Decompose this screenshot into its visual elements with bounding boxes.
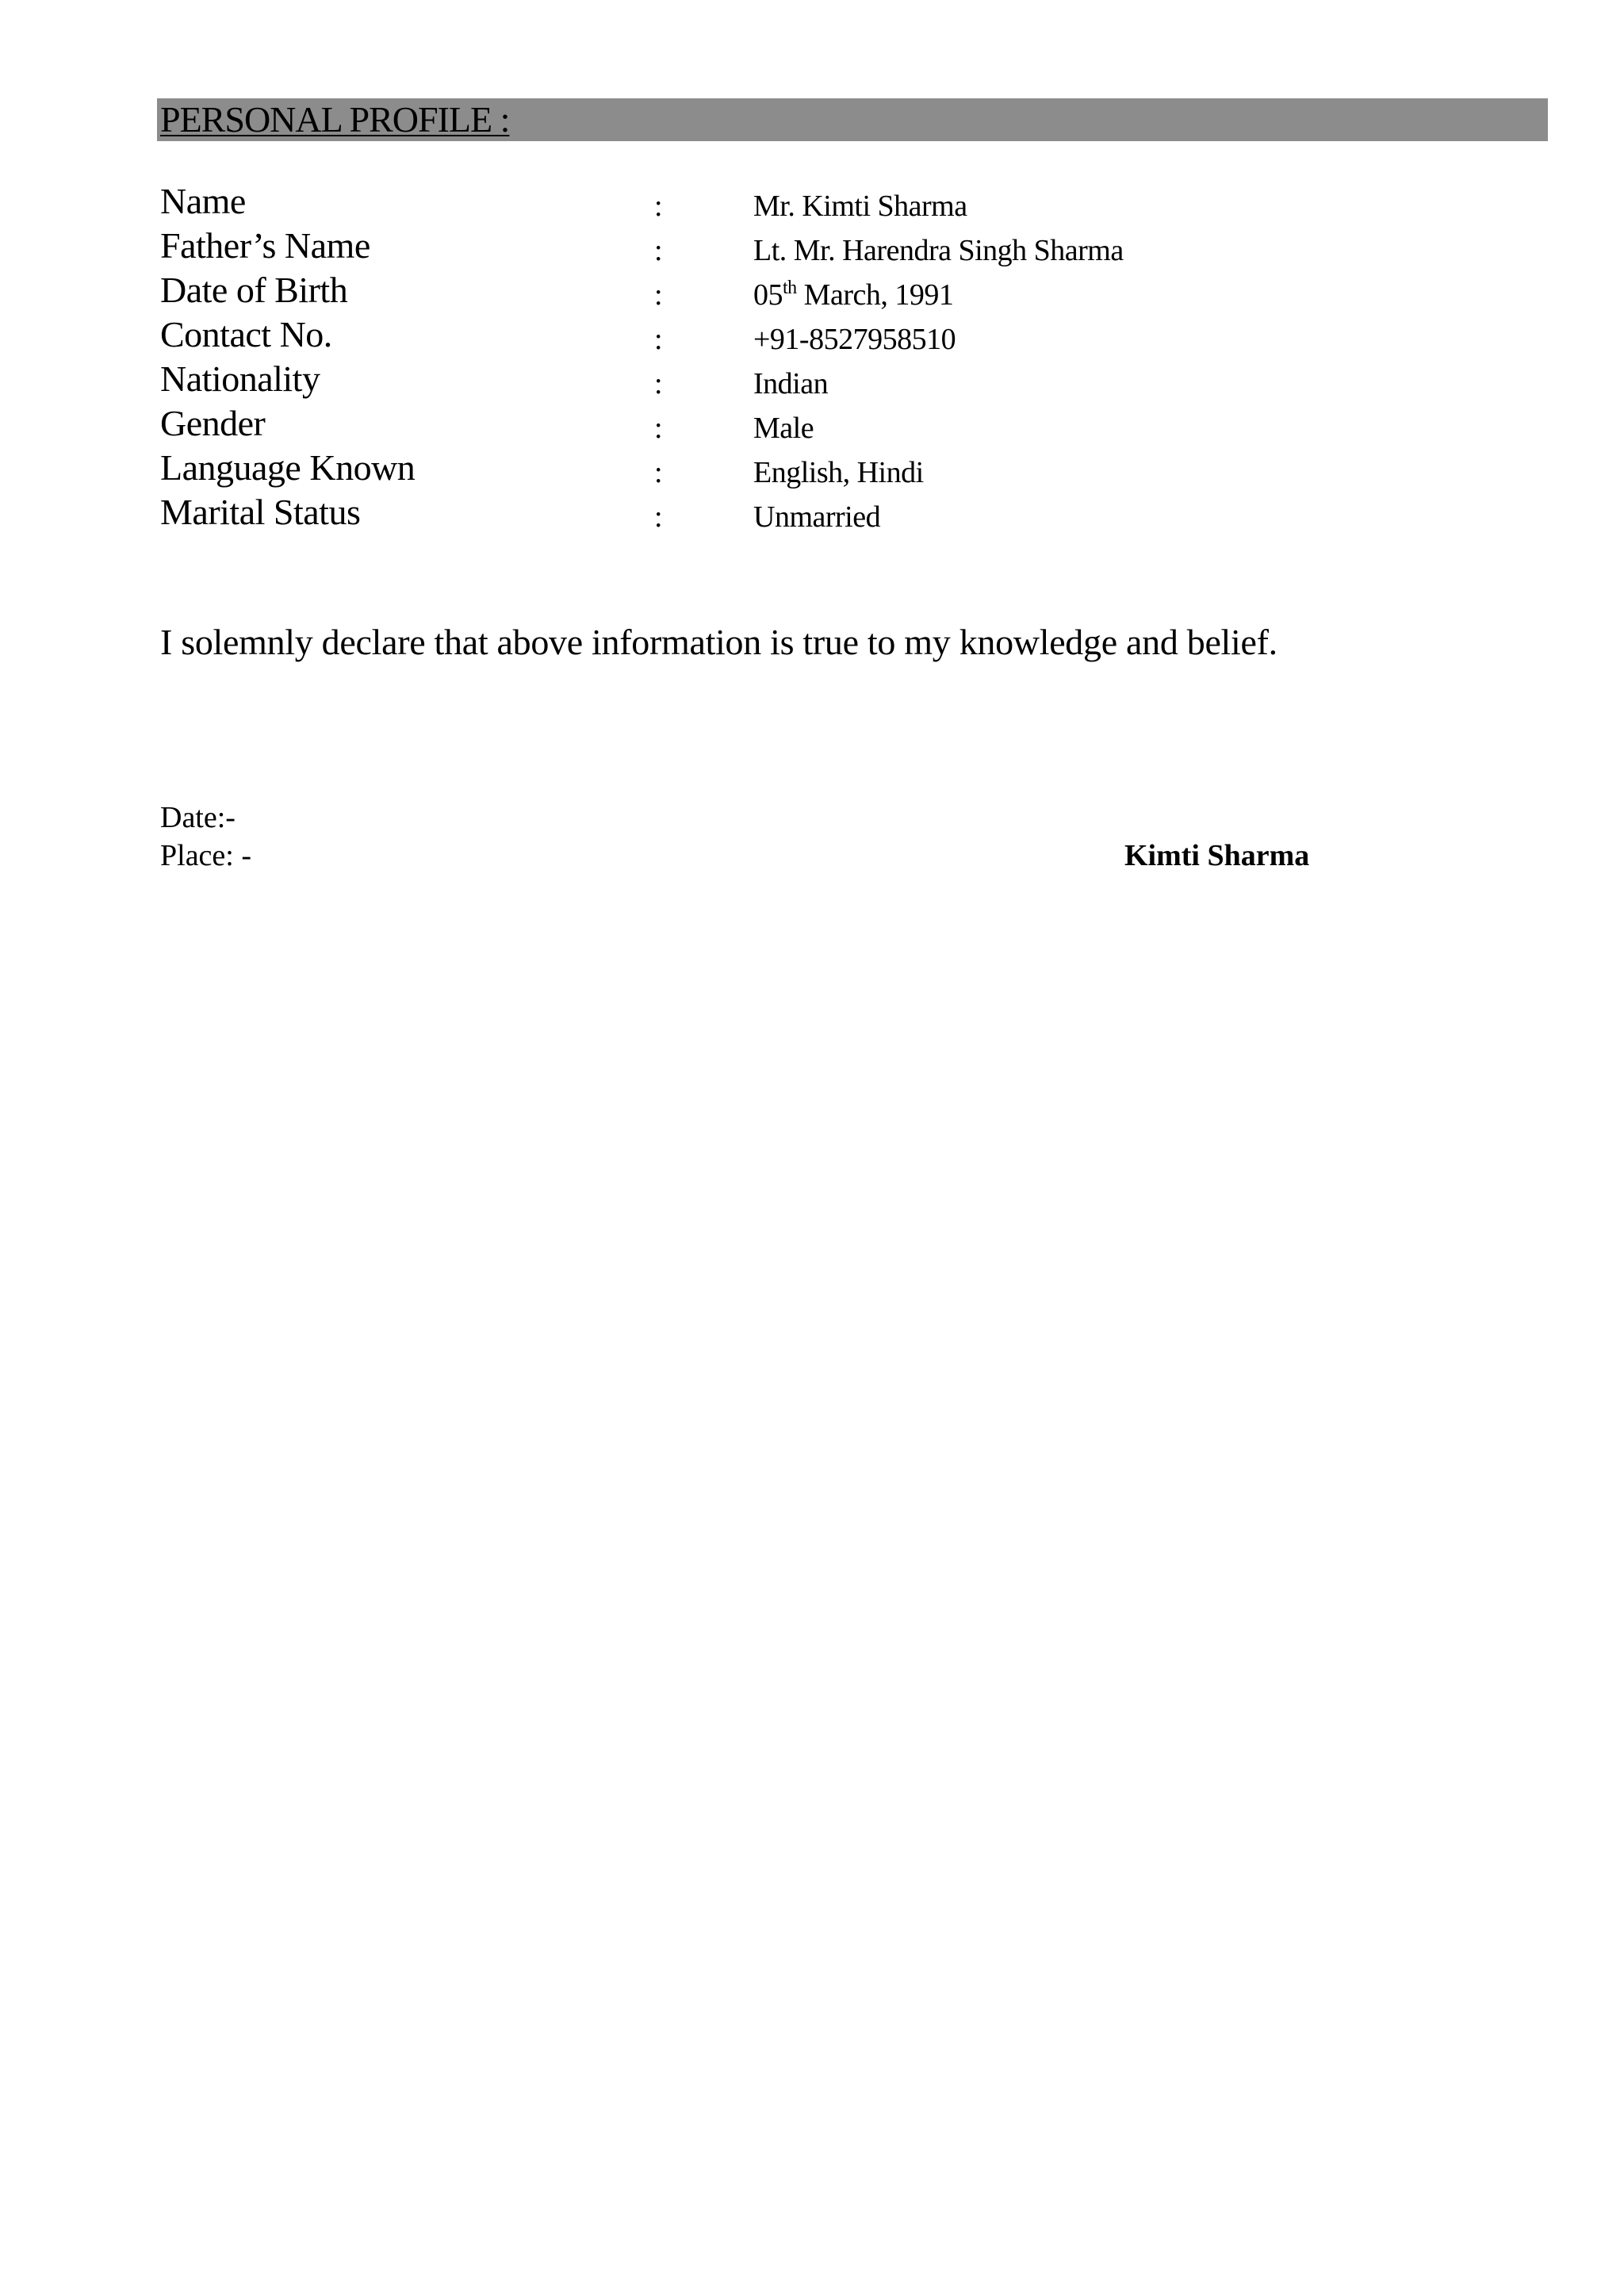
field-separator: : — [654, 323, 663, 356]
field-label: Language Known — [160, 447, 416, 488]
section-title: PERSONAL PROFILE : — [160, 99, 510, 140]
field-separator: : — [654, 190, 663, 223]
dob-ordinal-suffix: th — [783, 278, 797, 298]
field-separator: : — [654, 456, 663, 489]
field-value: Indian — [753, 367, 829, 400]
section-header-bar — [157, 98, 1548, 141]
dob-day: 05 — [753, 278, 783, 312]
field-label: Marital Status — [160, 492, 361, 532]
signature-name: Kimti Sharma — [1124, 839, 1310, 872]
field-label: Father’s Name — [160, 225, 370, 266]
field-label: Name — [160, 181, 246, 221]
field-value: Male — [753, 412, 814, 445]
profile-row-date-of-birth — [0, 268, 1624, 312]
field-value — [753, 273, 953, 317]
date-label: Date:- — [160, 801, 236, 834]
profile-row-name — [0, 179, 1624, 224]
field-value: English, Hindi — [753, 456, 924, 489]
field-label: Contact No. — [160, 314, 332, 354]
profile-row-language — [0, 446, 1624, 490]
field-value: Lt. Mr. Harendra Singh Sharma — [753, 234, 1124, 267]
field-value: Unmarried — [753, 500, 881, 534]
field-separator: : — [654, 278, 663, 312]
field-separator: : — [654, 412, 663, 445]
declaration-text: I solemnly declare that above information is true to my knowledge and belief. — [160, 622, 1277, 662]
field-label: Gender — [160, 403, 266, 443]
place-label: Place: - — [160, 839, 252, 872]
profile-row-nationality — [0, 357, 1624, 401]
dob-month-year: March, 1991 — [796, 278, 954, 312]
field-value: +91-8527958510 — [753, 323, 956, 356]
field-value: Mr. Kimti Sharma — [753, 190, 967, 223]
profile-row-marital-status — [0, 490, 1624, 534]
field-separator: : — [654, 234, 663, 267]
field-label: Date of Birth — [160, 270, 348, 310]
field-separator: : — [654, 367, 663, 400]
field-separator: : — [654, 500, 663, 534]
profile-row-gender — [0, 401, 1624, 446]
profile-row-fathers-name — [0, 224, 1624, 268]
field-label: Nationality — [160, 358, 320, 399]
profile-row-contact — [0, 312, 1624, 357]
